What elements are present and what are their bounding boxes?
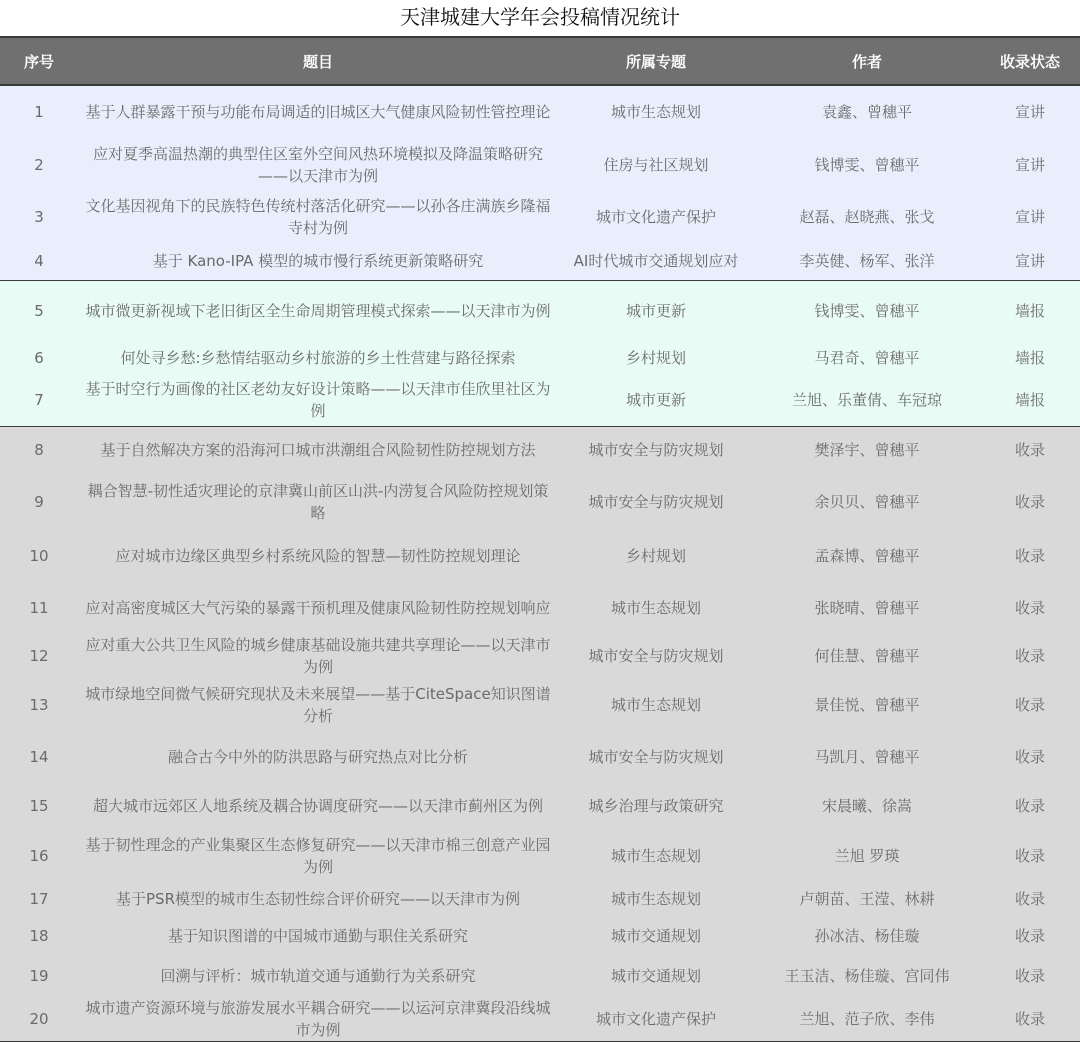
table-row xyxy=(0,917,1080,955)
cell-title: 耦合智慧-韧性适灾理论的京津冀山前区山洪-内涝复合风险防控规划策略 xyxy=(78,474,558,529)
cell-title: 基于知识图谱的中国城市通勤与职住关系研究 xyxy=(78,917,558,955)
header-authors: 作者 xyxy=(754,37,980,85)
table-row xyxy=(0,634,1080,678)
cell-title: 融合古今中外的防洪思路与研究热点对比分析 xyxy=(78,732,558,781)
cell-status: 墙报 xyxy=(980,341,1080,375)
cell-title: 回溯与评析：城市轨道交通与通勤行为关系研究 xyxy=(78,955,558,997)
cell-no: 9 xyxy=(0,474,78,529)
cell-title: 何处寻乡愁:乡愁情结驱动乡村旅游的乡土性营建与路径探索 xyxy=(78,341,558,375)
cell-status: 收录 xyxy=(980,997,1080,1042)
cell-status: 收录 xyxy=(980,582,1080,634)
cell-title: 基于人群暴露干预与功能布局调适的旧城区大气健康风险韧性管控理论 xyxy=(78,85,558,138)
table-row xyxy=(0,732,1080,781)
cell-no: 7 xyxy=(0,375,78,426)
cell-topic: 城市更新 xyxy=(558,280,754,341)
table-row xyxy=(0,85,1080,138)
cell-no: 2 xyxy=(0,138,78,191)
cell-authors: 钱博雯、曾穗平 xyxy=(754,138,980,191)
cell-authors: 孙冰洁、杨佳璇 xyxy=(754,917,980,955)
cell-title: 应对重大公共卫生风险的城乡健康基础设施共建共享理论——以天津市为例 xyxy=(78,634,558,678)
cell-topic: 城市生态规划 xyxy=(558,880,754,917)
cell-no: 12 xyxy=(0,634,78,678)
header-title: 题目 xyxy=(78,37,558,85)
cell-topic: 城市安全与防灾规划 xyxy=(558,426,754,474)
cell-status: 宣讲 xyxy=(980,191,1080,243)
table-row xyxy=(0,831,1080,880)
cell-no: 4 xyxy=(0,243,78,280)
cell-title: 基于PSR模型的城市生态韧性综合评价研究——以天津市为例 xyxy=(78,880,558,917)
table-row xyxy=(0,191,1080,243)
cell-topic: 城市生态规划 xyxy=(558,582,754,634)
cell-authors: 兰旭、乐董倩、车冠琼 xyxy=(754,375,980,426)
cell-no: 14 xyxy=(0,732,78,781)
cell-authors: 余贝贝、曾穗平 xyxy=(754,474,980,529)
cell-topic: 城乡治理与政策研究 xyxy=(558,781,754,831)
cell-no: 11 xyxy=(0,582,78,634)
cell-authors: 王玉洁、杨佳璇、宫同伟 xyxy=(754,955,980,997)
cell-authors: 兰旭 罗瑛 xyxy=(754,831,980,880)
table-row xyxy=(0,375,1080,426)
cell-status: 宣讲 xyxy=(980,85,1080,138)
cell-no: 20 xyxy=(0,997,78,1042)
header-no: 序号 xyxy=(0,37,78,85)
cell-title: 应对城市边缘区典型乡村系统风险的智慧—韧性防控规划理论 xyxy=(78,529,558,582)
cell-status: 收录 xyxy=(980,831,1080,880)
table-row xyxy=(0,474,1080,529)
cell-title: 基于 Kano-IPA 模型的城市慢行系统更新策略研究 xyxy=(78,243,558,280)
cell-status: 收录 xyxy=(980,474,1080,529)
table-title: 天津城建大学年会投稿情况统计 xyxy=(400,5,680,29)
cell-authors: 马凯月、曾穗平 xyxy=(754,732,980,781)
cell-title: 超大城市远郊区人地系统及耦合协调度研究——以天津市蓟州区为例 xyxy=(78,781,558,831)
cell-topic: 乡村规划 xyxy=(558,341,754,375)
table-row xyxy=(0,529,1080,582)
cell-topic: 城市安全与防灾规划 xyxy=(558,634,754,678)
cell-topic: 城市文化遗产保护 xyxy=(558,191,754,243)
cell-topic: 城市文化遗产保护 xyxy=(558,997,754,1042)
table-header-row xyxy=(0,37,1080,85)
cell-authors: 张晓晴、曾穗平 xyxy=(754,582,980,634)
cell-no: 10 xyxy=(0,529,78,582)
cell-no: 16 xyxy=(0,831,78,880)
cell-title: 应对高密度城区大气污染的暴露干预机理及健康风险韧性防控规划响应 xyxy=(78,582,558,634)
cell-title: 基于韧性理念的产业集聚区生态修复研究——以天津市棉三创意产业园为例 xyxy=(78,831,558,880)
cell-no: 13 xyxy=(0,678,78,732)
cell-status: 宣讲 xyxy=(980,138,1080,191)
cell-status: 收录 xyxy=(980,426,1080,474)
header-topic: 所属专题 xyxy=(558,37,754,85)
cell-topic: 城市更新 xyxy=(558,375,754,426)
cell-status: 收录 xyxy=(980,732,1080,781)
cell-title: 城市遗产资源环境与旅游发展水平耦合研究——以运河京津冀段沿线城市为例 xyxy=(78,997,558,1042)
table-body xyxy=(0,85,1080,1042)
cell-topic: 城市交通规划 xyxy=(558,917,754,955)
cell-authors: 孟森博、曾穗平 xyxy=(754,529,980,582)
cell-topic: 城市安全与防灾规划 xyxy=(558,474,754,529)
cell-authors: 宋晨曦、徐嵩 xyxy=(754,781,980,831)
cell-no: 8 xyxy=(0,426,78,474)
table-row xyxy=(0,582,1080,634)
cell-authors: 钱博雯、曾穗平 xyxy=(754,280,980,341)
cell-no: 15 xyxy=(0,781,78,831)
cell-no: 1 xyxy=(0,85,78,138)
cell-title: 城市微更新视域下老旧街区全生命周期管理模式探索——以天津市为例 xyxy=(78,280,558,341)
table-row xyxy=(0,341,1080,375)
cell-topic: 城市生态规划 xyxy=(558,831,754,880)
cell-no: 18 xyxy=(0,917,78,955)
cell-title: 文化基因视角下的民族特色传统村落活化研究——以孙各庄满族乡隆福寺村为例 xyxy=(78,191,558,243)
cell-topic: 城市生态规划 xyxy=(558,678,754,732)
table-row xyxy=(0,880,1080,917)
submission-table xyxy=(0,36,1080,1042)
cell-topic: 住房与社区规划 xyxy=(558,138,754,191)
cell-authors: 赵磊、赵晓燕、张戈 xyxy=(754,191,980,243)
table-row xyxy=(0,426,1080,474)
cell-no: 6 xyxy=(0,341,78,375)
cell-status: 收录 xyxy=(980,880,1080,917)
cell-authors: 何佳慧、曾穗平 xyxy=(754,634,980,678)
cell-status: 收录 xyxy=(980,955,1080,997)
header-status: 收录状态 xyxy=(980,37,1080,85)
cell-topic: AI时代城市交通规划应对 xyxy=(558,243,754,280)
cell-topic: 城市生态规划 xyxy=(558,85,754,138)
cell-status: 收录 xyxy=(980,634,1080,678)
table-row xyxy=(0,678,1080,732)
cell-no: 5 xyxy=(0,280,78,341)
cell-authors: 樊泽宇、曾穗平 xyxy=(754,426,980,474)
cell-authors: 景佳悦、曾穗平 xyxy=(754,678,980,732)
cell-authors: 卢朝苗、王滢、林耕 xyxy=(754,880,980,917)
cell-status: 收录 xyxy=(980,529,1080,582)
cell-authors: 马君奇、曾穗平 xyxy=(754,341,980,375)
cell-topic: 城市交通规划 xyxy=(558,955,754,997)
cell-authors: 兰旭、范子欣、李伟 xyxy=(754,997,980,1042)
table-row xyxy=(0,138,1080,191)
cell-title: 基于自然解决方案的沿海河口城市洪潮组合风险韧性防控规划方法 xyxy=(78,426,558,474)
table-row xyxy=(0,955,1080,997)
cell-status: 收录 xyxy=(980,781,1080,831)
cell-title: 基于时空行为画像的社区老幼友好设计策略——以天津市佳欣里社区为例 xyxy=(78,375,558,426)
cell-status: 宣讲 xyxy=(980,243,1080,280)
cell-topic: 城市安全与防灾规划 xyxy=(558,732,754,781)
cell-status: 收录 xyxy=(980,917,1080,955)
table-row xyxy=(0,997,1080,1042)
cell-no: 19 xyxy=(0,955,78,997)
cell-no: 17 xyxy=(0,880,78,917)
cell-no: 3 xyxy=(0,191,78,243)
cell-status: 收录 xyxy=(980,678,1080,732)
cell-title: 应对夏季高温热潮的典型住区室外空间风热环境模拟及降温策略研究——以天津市为例 xyxy=(78,138,558,191)
cell-status: 墙报 xyxy=(980,375,1080,426)
cell-status: 墙报 xyxy=(980,280,1080,341)
table-row xyxy=(0,280,1080,341)
table-row xyxy=(0,243,1080,280)
cell-authors: 袁鑫、曾穗平 xyxy=(754,85,980,138)
cell-topic: 乡村规划 xyxy=(558,529,754,582)
cell-authors: 李英健、杨军、张洋 xyxy=(754,243,980,280)
table-row xyxy=(0,781,1080,831)
cell-title: 城市绿地空间微气候研究现状及未来展望——基于CiteSpace知识图谱分析 xyxy=(78,678,558,732)
